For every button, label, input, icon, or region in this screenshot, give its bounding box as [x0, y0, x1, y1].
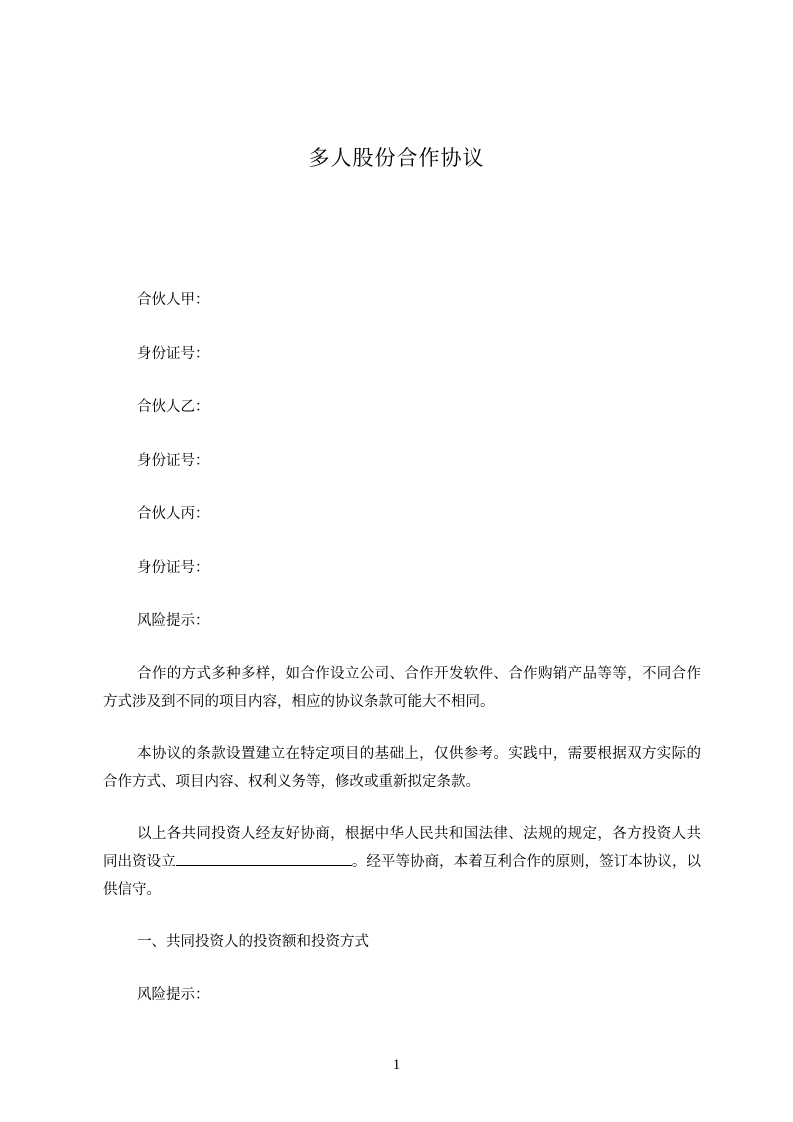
- section-risk-notice-label: 风险提示：: [137, 987, 210, 1003]
- section-heading: 一、共同投资人的投资额和投资方式: [137, 934, 369, 950]
- partner-c-label: 合伙人丙：: [137, 506, 210, 522]
- page-number: 1: [392, 1057, 401, 1073]
- partner-a-label: 合伙人甲：: [137, 292, 210, 308]
- paragraph-preamble: [103, 820, 701, 904]
- paragraph-reference-note: 本协议的条款设置建立在特定项目的基础上，仅供参考。实践中，需要根据双方实际的合作方式、项目内容、权利义务等，修改或重新拟定条款。: [103, 746, 701, 790]
- partner-b-label: 合伙人乙：: [137, 399, 210, 415]
- company-name-blank: [176, 850, 352, 866]
- partner-b-id-label: 身份证号：: [137, 453, 210, 469]
- preamble-text-start: 以上各共同投资人经友好协商，根据中华人民共和国法律、法规的规定，各方投资人共同出资设立: [103, 826, 701, 870]
- preamble-text-end: 。经平等协商，本着互利合作的原则，签订本协议，以供信守。: [103, 854, 702, 898]
- partner-c-id-label: 身份证号：: [137, 560, 210, 576]
- document-title: 多人股份合作协议: [308, 146, 485, 170]
- paragraph-cooperation-methods: 合作的方式多种多样，如合作设立公司、合作开发软件、合作购销产品等等，不同合作方式涉及到不同的项目内容，相应的协议条款可能大不相同。: [103, 666, 701, 710]
- partner-a-id-label: 身份证号：: [137, 346, 210, 362]
- risk-notice-label: 风险提示：: [137, 613, 210, 629]
